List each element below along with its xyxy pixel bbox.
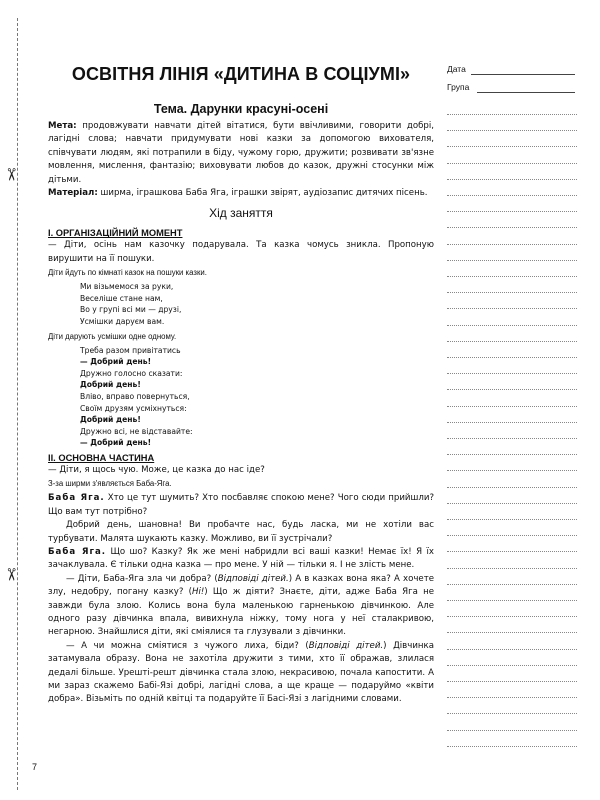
note-line xyxy=(447,146,577,147)
verse-line: Веселіше стане нам, xyxy=(80,293,163,303)
group-label: Група xyxy=(447,82,470,92)
dialogue-teacher: — А чи можна сміятися з чужого лиха, біди? (Відповіді дітей.) Дівчинка затамувала образу. Вона не захотіла дружити з тими, хто її ображав, злилася дедалі більше. Урешті-решт дівчинка стала злою, некрасивою, почала капостити. А ми зараз скажемо Бабі-Язі добрі, лагідні слова, а ще краще — подаруймо «квіти добра». Візьміть по одній квітці та подаруйте її Басі-Язі з лагідними словами. xyxy=(48,640,434,705)
note-line xyxy=(447,746,577,747)
verse-line: Усмішки даруєм вам. xyxy=(80,317,165,327)
note-line xyxy=(447,535,577,536)
verse-line: Дружно голосно сказати: xyxy=(80,368,183,378)
note-line xyxy=(447,713,577,714)
page-title: ОСВІТНЯ ЛІНІЯ «ДИТИНА В СОЦІУМІ» xyxy=(71,64,411,84)
scissors-icon: ✂ xyxy=(0,167,21,182)
note-line xyxy=(447,470,577,471)
speaker-name: Баба Яга. xyxy=(48,493,105,504)
verse-1 xyxy=(80,281,434,327)
dialogue-teacher: Добрий день, шановна! Ви пробачте нас, будь ласка, ми не хотіли вас турбувати. Малята шукають казку. Можливо, ви її зустрічали? xyxy=(48,520,434,544)
note-line xyxy=(447,341,577,342)
note-line xyxy=(447,292,577,293)
scissors-icon: ✂ xyxy=(0,567,21,582)
note-line xyxy=(447,211,577,212)
goal-text: продовжувати навчати дітей вітатися, бути ввічливими, говорити добрі, лагідні слова; навчати придумувати нові казки за допомогою вихователя, співчувати людям, які потрапили в біду, чужому горю, дружити; розвивати зв'язне мовлення, мислення, фантазію; виховувати любов до казок, дружні стосунки між дітьми. xyxy=(48,121,434,185)
document-body xyxy=(48,64,434,707)
sidebar-notes xyxy=(447,64,577,100)
verse-line: Ми візьмемося за руки, xyxy=(80,282,174,292)
note-line xyxy=(447,438,577,439)
group-field xyxy=(447,82,577,100)
note-line xyxy=(447,519,577,520)
note-line xyxy=(447,665,577,666)
note-line xyxy=(447,406,577,407)
date-label: Дата xyxy=(447,64,466,74)
verse-line: — Добрий день! xyxy=(80,357,152,367)
material-label: Матеріал: xyxy=(48,188,98,199)
note-line xyxy=(447,584,577,585)
page-number: 7 xyxy=(32,762,38,772)
note-line xyxy=(447,616,577,617)
note-line xyxy=(447,227,577,228)
dialogue-baba-yaga: Баба Яга. Що шо? Казку? Як же мені набридли всі ваші казки! Немає їх! Я їх зачаклувала. Є тільки одна казка — про мене. У ній — тільки я. І не злість мене. xyxy=(48,547,434,571)
part2-title: II. ОСНОВНА ЧАСТИНА xyxy=(48,452,155,463)
note-line xyxy=(447,600,577,601)
dialogue-baba-yaga: Баба Яга. Хто це тут шумить? Хто посбавляє спокою мене? Чого сюди прийшли? Що вам тут потрібно? xyxy=(48,493,435,517)
verse-line: Дружно всі, не відставайте: xyxy=(80,426,193,436)
part1-intro: — Діти, осінь нам казочку подарувала. Та казка чомусь зникла. Пропоную вирушити на її пошуки. xyxy=(48,240,434,264)
note-line xyxy=(447,373,577,374)
verse-line: Треба разом привітатись xyxy=(80,345,181,355)
note-line xyxy=(447,422,577,423)
cut-line xyxy=(17,18,18,790)
stage-direction: З-за ширми з'являється Баба-Яга. xyxy=(48,479,172,489)
material-text: ширма, іграшкова Баба Яга, іграшки звірят, аудіозапис дитячих пісень. xyxy=(100,188,428,199)
verse-2 xyxy=(80,345,434,449)
part1-title: I. ОРГАНІЗАЦІЙНИЙ МОМЕНТ xyxy=(48,228,183,239)
verse-line: Во у групі всі ми — друзі, xyxy=(80,305,182,315)
speaker-name: Баба Яга. xyxy=(48,547,107,557)
group-line xyxy=(477,92,575,93)
note-line xyxy=(447,325,577,326)
lesson-topic: Тема. Дарунки красуні-осені xyxy=(153,102,329,116)
note-line xyxy=(447,503,577,504)
note-line xyxy=(447,730,577,731)
note-line xyxy=(447,163,577,164)
part2-question: — Діти, я щось чую. Може, це казка до нас іде? xyxy=(48,464,265,475)
note-line xyxy=(447,114,577,115)
goal-label: Мета: xyxy=(48,121,77,131)
note-line xyxy=(447,632,577,633)
note-line xyxy=(447,681,577,682)
verse-line: Вліво, вправо повернуться, xyxy=(80,392,190,401)
goal-paragraph xyxy=(48,120,434,187)
note-line xyxy=(447,179,577,180)
note-line xyxy=(447,357,577,358)
note-line xyxy=(447,454,577,455)
note-line xyxy=(447,308,577,309)
dialogue-teacher: — Діти, Баба-Яга зла чи добра? (Відповіді дітей.) А в казках вона яка? А хочете злу, недобру, погану казку? (Ні!) Що ж діяти? Знаєте, діти, адже Баба Яга не завжди була злою. Колись вона була маленькою гарненькою дівчинкою. Але одного разу дівчинка впала, вивихнула ніжку, тому нога у неї сталакривою, негарною. Знайшлися діти, які сміялися та глузували з дівчинки. xyxy=(48,573,435,638)
date-field xyxy=(447,64,577,82)
note-line xyxy=(447,697,577,698)
verse-line: Своїм друзям усміхнуться: xyxy=(80,403,187,413)
note-line xyxy=(447,649,577,650)
note-line xyxy=(447,276,577,277)
verse-line: — Добрий день! xyxy=(80,438,152,448)
note-line xyxy=(447,244,577,245)
date-line xyxy=(471,74,575,75)
stage-direction: Діти дарують усмішки одне одному. xyxy=(48,331,177,341)
note-line xyxy=(447,195,577,196)
section-title: Хід заняття xyxy=(209,206,273,221)
note-line xyxy=(447,389,577,390)
note-line xyxy=(447,551,577,552)
note-line xyxy=(447,130,577,131)
material-paragraph xyxy=(48,187,434,200)
note-line xyxy=(447,487,577,488)
verse-line: Добрий день! xyxy=(80,415,141,425)
note-line xyxy=(447,568,577,569)
verse-line: Добрий день! xyxy=(80,380,141,390)
stage-direction: Діти йдуть по кімнаті казок на пошуки казки. xyxy=(48,268,207,278)
note-line xyxy=(447,260,577,261)
